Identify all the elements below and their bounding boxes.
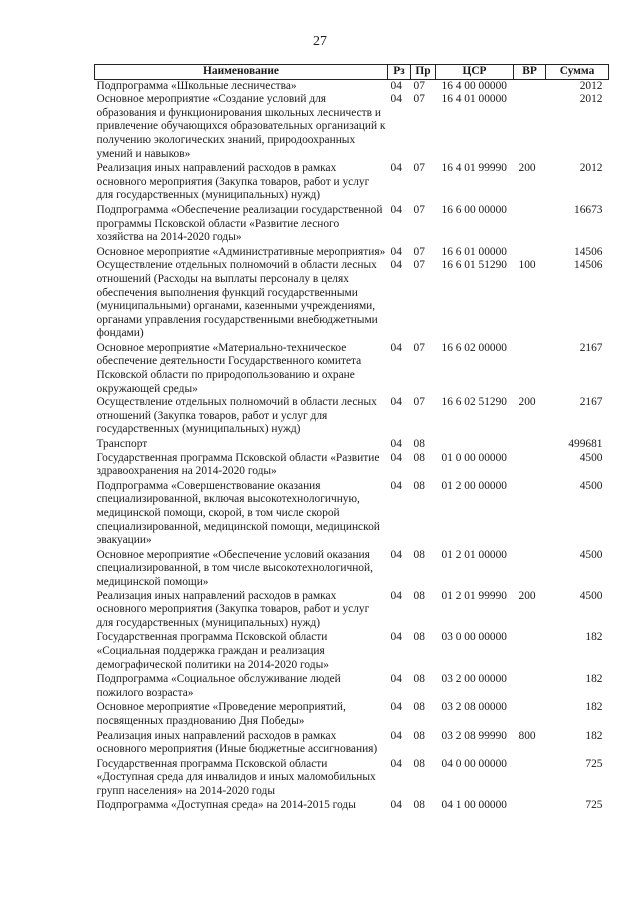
row-csr: 03 0 00 00000 [441,631,507,644]
row-rz: 04 [390,245,402,258]
row-name: Основное мероприятие «Обеспечение условий оказания специализированной, в том числе высокотехнологичной, медицинской помощи» [96,548,373,588]
row-name: Государственная программа Псковской области «Доступная среда для инвалидов и иных маломобильных групп населения» на 2014-2020 годы [96,757,376,797]
row-vr [514,479,546,548]
row-sum: 4500 [579,479,603,492]
row-name: Государственная программа Псковской области «Развитие здравоохранения на 2014-2020 годы» [96,451,380,478]
row-vr: 200 [518,589,536,602]
row-csr: 16 6 01 00000 [441,245,507,258]
header-rz: Рз [388,65,411,80]
table-row [95,245,609,260]
row-csr: 16 4 01 00000 [441,93,507,106]
row-csr: 16 6 00 00000 [441,203,507,216]
row-vr [514,548,546,590]
header-vr: ВР [514,65,546,80]
header-name: Наименование [95,65,388,80]
row-vr [514,93,546,161]
row-csr: 03 2 08 99990 [441,729,507,742]
table-row [95,757,609,799]
table-row [95,452,609,479]
row-sum: 182 [585,729,603,742]
table-row [95,590,609,631]
row-pr: 07 [413,259,425,272]
row-csr: 01 2 01 99990 [441,589,507,602]
row-sum: 499681 [568,438,603,451]
row-rz: 04 [390,701,402,714]
table-row [95,479,609,548]
row-pr: 07 [413,79,425,92]
row-name: Основное мероприятие «Проведение мероприятий, посвященных празднованию Дня Победы» [96,701,346,727]
row-rz: 04 [390,341,402,354]
row-rz: 04 [390,451,402,464]
row-rz: 04 [390,162,402,175]
row-csr: 16 6 01 51290 [441,259,507,272]
row-sum: 2167 [579,341,603,354]
row-rz: 04 [390,79,402,92]
table-row [95,729,609,757]
row-sum: 14506 [574,245,603,258]
row-pr: 08 [413,589,425,602]
row-sum: 14506 [574,259,603,272]
row-vr [514,452,546,479]
row-csr: 16 4 00 00000 [441,79,507,92]
row-vr [514,245,546,260]
table-row [95,341,609,396]
row-name: Подпрограмма «Школьные лесничества» [96,79,297,92]
row-sum: 2012 [579,79,603,92]
table-body [95,79,609,813]
row-csr: 16 6 02 00000 [441,341,507,354]
table-row [95,437,609,452]
row-sum: 725 [585,799,603,812]
row-vr: 100 [518,259,536,272]
row-csr: 16 4 01 99990 [441,162,507,175]
row-sum: 4500 [579,589,603,602]
row-csr: 04 0 00 00000 [441,757,507,770]
table-row [95,259,609,341]
row-name: Государственная программа Псковской области «Социальная поддержка граждан и реализация демографической политики на 2014-2020 годы» [96,631,329,671]
row-rz: 04 [390,203,402,216]
row-pr: 07 [413,396,425,409]
row-name: Реализация иных направлений расходов в рамках основного мероприятия (Закупка товаров, работ и услуг для государственных (муниципальных) нужд) [96,162,370,202]
row-sum: 182 [585,701,603,714]
header-pr: Пр [411,65,436,80]
row-rz: 04 [390,589,402,602]
row-rz: 04 [390,673,402,686]
row-rz: 04 [390,479,402,492]
table-header-row [95,65,609,80]
row-name: Основное мероприятие «Создание условий для образования и функционирования школьных лесничеств и привлечение обучающихся образовательных организаций к получению экологических знаний, природоохранных умений и навыков» [96,93,386,160]
row-sum: 2012 [579,93,603,106]
row-pr: 08 [413,799,425,812]
row-rz: 04 [390,631,402,644]
row-pr: 08 [413,438,425,451]
row-rz: 04 [390,548,402,561]
row-sum: 2012 [579,162,603,175]
row-vr [514,630,546,672]
table-row [95,93,609,161]
row-csr [436,437,514,452]
row-csr: 03 2 08 00000 [441,701,507,714]
header-sum: Сумма [546,65,609,80]
row-name: Основное мероприятие «Административные мероприятия» [96,245,386,258]
row-vr [514,437,546,452]
row-pr: 07 [413,203,425,216]
row-pr: 07 [413,245,425,258]
row-csr: 01 0 00 00000 [441,451,507,464]
row-name: Транспорт [96,438,148,451]
row-csr: 01 2 00 00000 [441,479,507,492]
page-number: 27 [313,34,327,49]
table-row [95,700,609,728]
row-sum: 16673 [574,203,603,216]
row-name: Осуществление отдельных полномочий в области лесных отношений (Расходы на выплаты персоналу в целях обеспечения выполнения функций государственными (муниципальными) органами, казенными учреждениями, органами управления государственными внебюджетными фондами) [96,259,378,340]
row-sum: 4500 [579,451,603,464]
row-name: Подпрограмма «Доступная среда» на 2014-2015 годы [96,799,356,812]
row-vr [514,341,546,396]
row-pr: 08 [413,548,425,561]
table-row [95,203,609,245]
table-row [95,79,609,93]
table-row [95,548,609,590]
row-sum: 725 [585,757,603,770]
row-vr [514,700,546,728]
row-pr: 07 [413,162,425,175]
table-row [95,798,609,813]
row-csr: 03 2 00 00000 [441,673,507,686]
header-csr: ЦСР [436,65,514,80]
row-csr: 04 1 00 00000 [441,799,507,812]
row-vr: 200 [518,162,536,175]
budget-table [94,64,609,813]
row-pr: 08 [413,701,425,714]
row-vr [514,672,546,700]
row-name: Подпрограмма «Совершенствование оказания специализированной, включая высокотехнологичную, медицинской помощи, скорой, в том числе скорой специализированной, медицинской помощи, медицинской эвакуации» [96,479,380,547]
row-pr: 08 [413,451,425,464]
row-name: Основное мероприятие «Материально-техническое обеспечение деятельности Государственного комитета Псковской области по природопользованию и охране окружающей среды» [96,341,362,395]
row-pr: 08 [413,631,425,644]
row-vr [514,203,546,245]
row-vr [514,79,546,93]
row-rz: 04 [390,438,402,451]
row-pr: 08 [413,673,425,686]
row-vr [514,757,546,799]
row-rz: 04 [390,729,402,742]
table-row [95,630,609,672]
row-rz: 04 [390,799,402,812]
row-pr: 08 [413,729,425,742]
row-rz: 04 [390,396,402,409]
row-rz: 04 [390,757,402,770]
row-pr: 07 [413,341,425,354]
row-vr: 800 [518,729,536,742]
row-pr: 07 [413,93,425,106]
table-row [95,161,609,203]
table-row [95,396,609,437]
row-name: Подпрограмма «Социальное обслуживание людей пожилого возраста» [96,673,341,699]
row-name: Реализация иных направлений расходов в рамках основного мероприятия (Закупка товаров, работ и услуг для государственных (муниципальных) нужд) [96,589,370,629]
row-sum: 4500 [579,548,603,561]
table-row [95,672,609,700]
row-sum: 2167 [579,396,603,409]
row-name: Осуществление отдельных полномочий в области лесных отношений (Закупка товаров, работ и услуг для государственных (муниципальных) нужд) [96,396,377,436]
row-sum: 182 [585,631,603,644]
row-rz: 04 [390,259,402,272]
row-vr [514,798,546,813]
row-sum: 182 [585,673,603,686]
row-csr: 01 2 01 00000 [441,548,507,561]
row-csr: 16 6 02 51290 [441,396,507,409]
row-name: Подпрограмма «Обеспечение реализации государственной программы Псковской области «Развитие лесного хозяйства на 2014-2020 годы» [96,203,383,244]
row-vr: 200 [518,396,536,409]
row-pr: 08 [413,479,425,492]
row-name: Реализация иных направлений расходов в рамках основного мероприятия (Иные бюджетные ассигнования) [96,729,378,756]
row-rz: 04 [390,93,402,106]
row-pr: 08 [413,757,425,770]
